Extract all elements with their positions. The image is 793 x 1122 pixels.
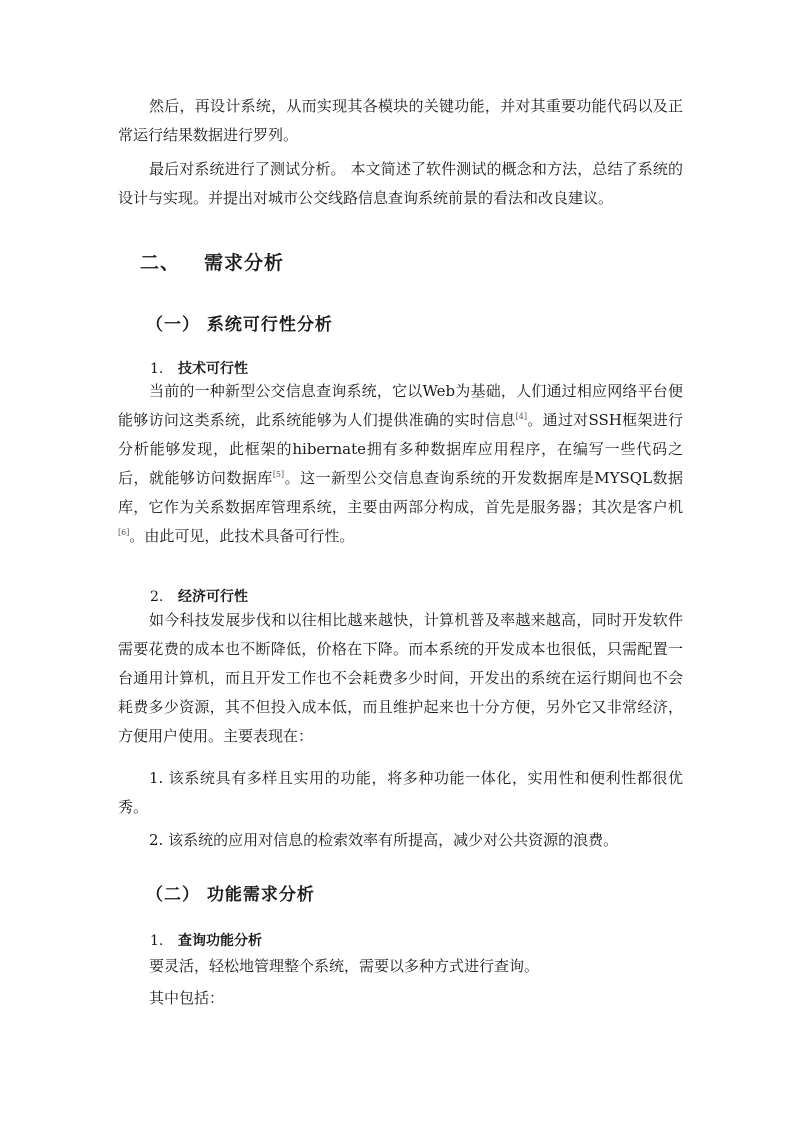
citation-ref: [6] <box>118 528 130 537</box>
intro-paragraph-1: 然后，再设计系统，从而实现其各模块的关键功能，并对其重要功能代码以及正常运行结果数据进行罗列。 <box>118 97 683 144</box>
item-heading-economic <box>150 586 248 606</box>
citation-ref: [4] <box>515 412 527 421</box>
intro-paragraph-2: 最后对系统进行了测试分析。 本文简述了软件测试的概念和方法，总结了系统的设计与实现。并提出对城市公交线路信息查询系统前景的看法和改良建议。 <box>118 160 683 207</box>
item-heading-technical <box>150 358 248 378</box>
subsection-heading-functional: （二） 功能需求分析 <box>146 885 315 905</box>
text-segment: 当前的一种新型公交信息查询系统，它以Web为基础，人们通过相应网络平台便能够访问这类系统，此系统能够为人们提供准确的实时信息 <box>118 382 683 429</box>
text-segment: 。通过对SSH框架进行分析能够发现，此框架的hibernate拥有多种数据库应用程序，在编写一些代码之后，就能够访问数据库 <box>118 411 683 487</box>
text-segment: 。这一新型公交信息查询系统的开发数据库是MYSQL数据库，它作为关系数据库管理系统，主要由两部分构成，首先是服务器；其次是客户机 <box>118 469 683 516</box>
economic-point-2: 2. 该系统的应用对信息的检索效率有所提高，减少对公共资源的浪费。 <box>149 831 619 849</box>
text-segment: 。由此可见，此技术具备可行性。 <box>129 527 355 545</box>
item-number: 1. <box>150 361 164 377</box>
citation-ref: [5] <box>272 470 285 479</box>
section-number: 二、 <box>140 252 181 274</box>
economic-feasibility-paragraph: 如今科技发展步伐和以往相比越来越快，计算机普及率越来越高，同时开发软件需要花费的成本也不断降低，价格在下降。而本系统的开发成本也很低，只需配置一台通用计算机，而且开发工作也不会耗费多少时间，开发出的系统在运行期间也不会耗费多少资源，其不但投入成本低，而且维护起来也十分方便，另外它又非常经济，方便用户使用。主要表现在： <box>118 611 683 745</box>
item-title: 技术可行性 <box>178 361 248 377</box>
technical-feasibility-paragraph <box>118 377 683 551</box>
query-analysis-paragraph-2: 其中包括： <box>149 989 225 1007</box>
query-analysis-paragraph-1: 要灵活，轻松地管理整个系统，需要以多种方式进行查询。 <box>149 957 540 975</box>
item-heading-query <box>150 930 262 950</box>
section-heading-requirements <box>140 248 284 275</box>
subsection-heading-feasibility: （一） 系统可行性分析 <box>146 315 333 335</box>
item-title: 经济可行性 <box>178 589 248 605</box>
section-title: 需求分析 <box>204 252 285 274</box>
item-title: 查询功能分析 <box>178 933 262 949</box>
item-number: 2. <box>150 589 164 605</box>
item-number: 1. <box>150 933 164 949</box>
economic-point-1: 1. 该系统具有多样且实用的功能，将多种功能一体化，实用性和便利性都很优秀。 <box>118 769 683 816</box>
